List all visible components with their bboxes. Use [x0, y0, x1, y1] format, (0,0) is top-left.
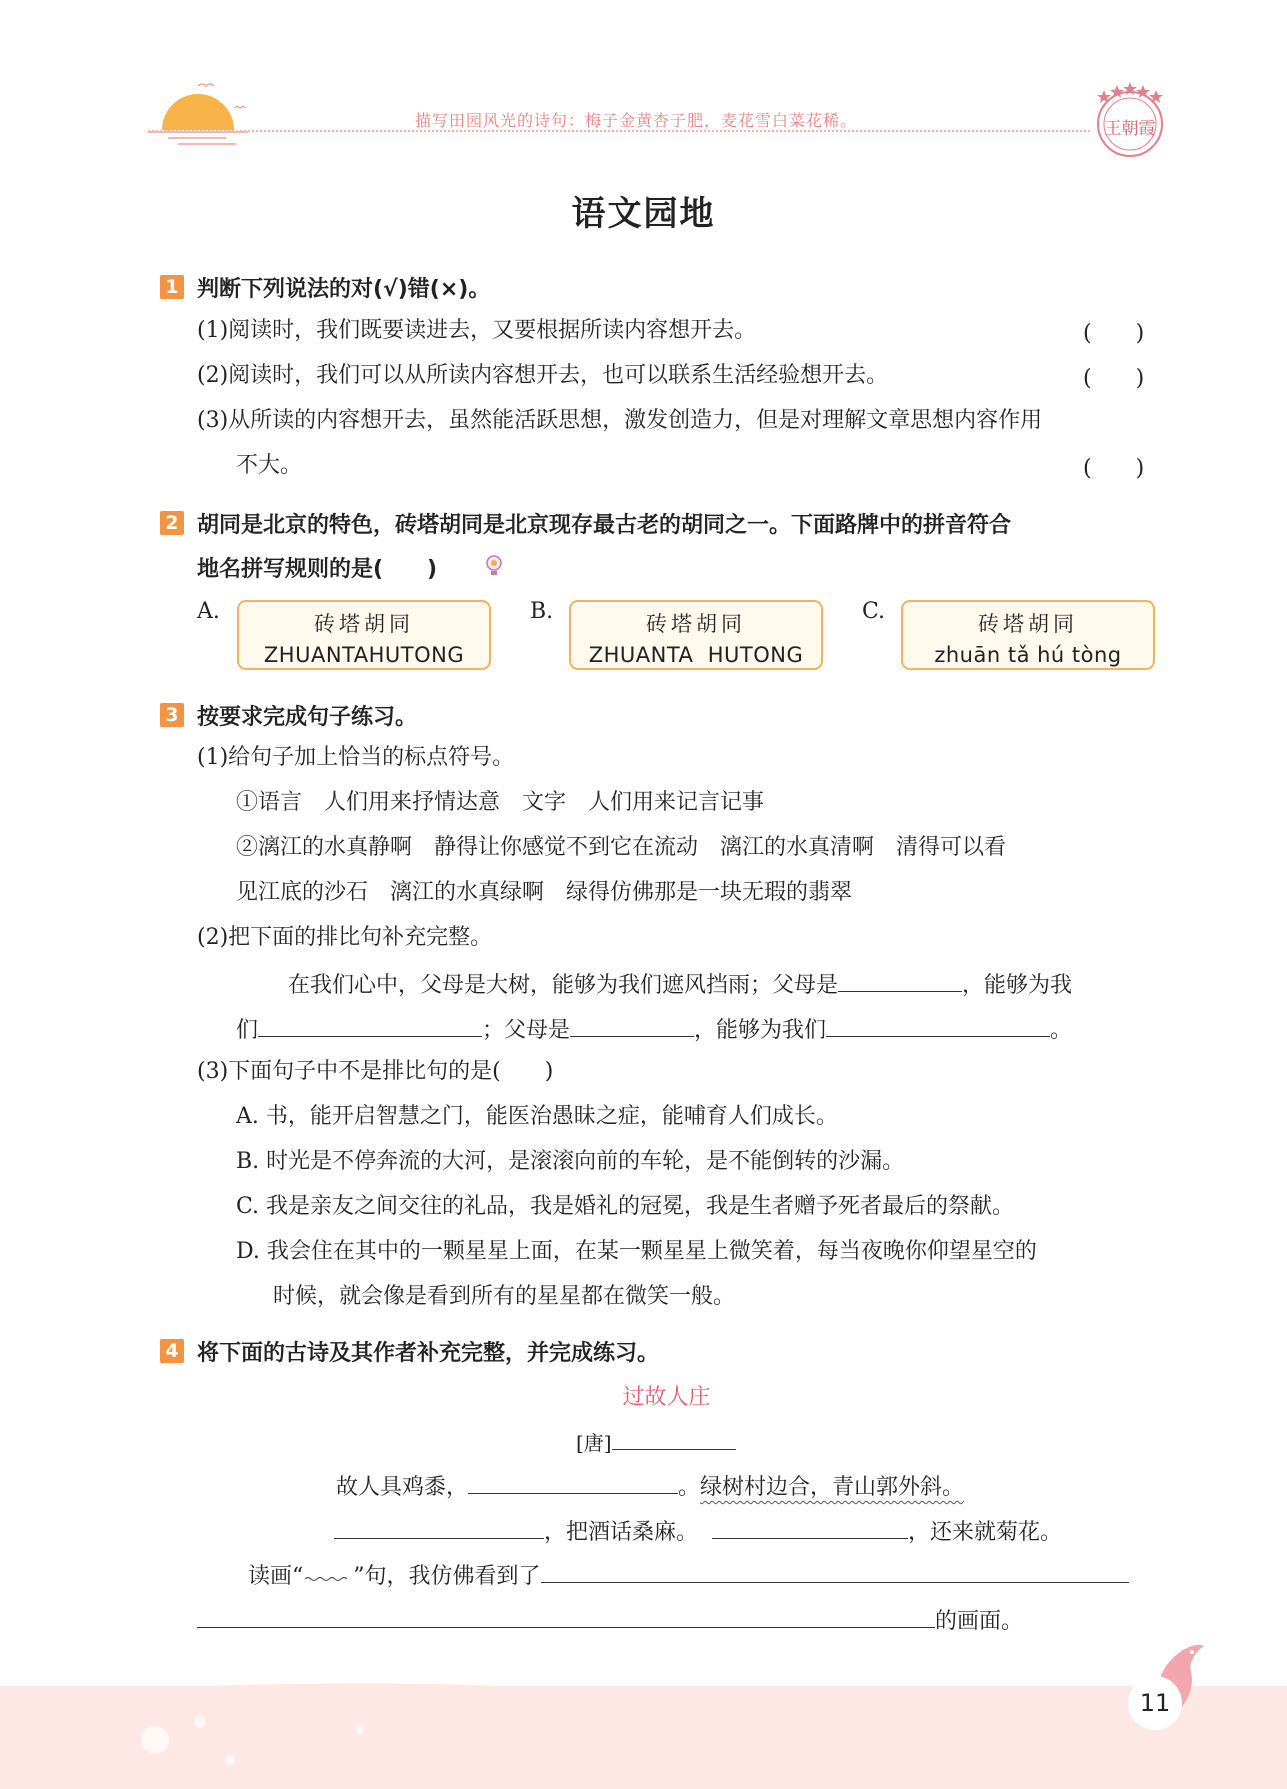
- q3-fill-text-2d: 。: [1050, 1018, 1073, 1043]
- q3-sentence-2a[interactable]: ②漓江的水真静啊 静得让你感觉不到它在流动 漓江的水真清啊 清得可以看: [236, 835, 1007, 860]
- q3-option-d-cont: 时候，就会像是看到所有的星星都在微笑一般。: [273, 1284, 736, 1309]
- q3-fill-text-2a: 们: [236, 1018, 259, 1043]
- q1-answer-3[interactable]: ( ): [1083, 456, 1145, 481]
- q1-item-3-cont: 不大。: [236, 453, 303, 478]
- q3-part-3[interactable]: (3)下面句子中不是排比句的是( ): [197, 1059, 554, 1084]
- q1-item-2: (2)阅读时，我们可以从所读内容想开去，也可以联系生活经验想开去。: [197, 363, 889, 388]
- q3-sentence-2b[interactable]: 见江底的沙石 漓江的水真绿啊 绿得仿佛那是一块无瑕的翡翠: [236, 880, 853, 905]
- q3-blank-1[interactable]: [838, 967, 962, 992]
- question-2-title-line2: 地名拼写规则的是( ): [197, 557, 438, 582]
- poem-blank-1[interactable]: [468, 1469, 678, 1494]
- poem-blank-2[interactable]: [334, 1514, 544, 1539]
- q3-option-b[interactable]: B. 时光是不停奔流的大河，是滚滚向前的车轮，是不能倒转的沙漏。: [236, 1149, 905, 1174]
- poem-line-1c: 绿树村边合，青山郭外斜。: [700, 1475, 965, 1500]
- page-number: 11: [1128, 1676, 1182, 1730]
- q3-fill-text-1b: ，能够为我: [962, 973, 1073, 998]
- sign-c-pinyin: zhuān tǎ hú tòng: [934, 643, 1122, 667]
- poem-line-1: [336, 1469, 964, 1503]
- bubbles-decoration-icon: [130, 1700, 430, 1780]
- poem-author-line: [576, 1425, 736, 1458]
- q2-option-c-sign[interactable]: [901, 600, 1155, 670]
- stamp-text: 王朝霞: [1104, 119, 1156, 139]
- read-prompt-line: [248, 1558, 1129, 1592]
- q2-option-a-letter: A.: [197, 599, 220, 624]
- question-number-3: 3: [160, 703, 184, 727]
- q3-fill-text-1a: 在我们心中，父母是大树，能够为我们遮风挡雨；父母是: [288, 973, 839, 998]
- read-line-2: [197, 1603, 1023, 1637]
- read-prompt-a: 读画“: [248, 1564, 304, 1589]
- q2-option-b-letter: B.: [530, 599, 554, 624]
- sign-c-chinese: 砖塔胡同: [978, 612, 1078, 636]
- read-end: 的画面。: [935, 1609, 1024, 1634]
- poem-line-1a: 故人具鸡黍，: [336, 1475, 469, 1500]
- q3-fill-line-2: [236, 1012, 1072, 1046]
- poem-line-2a: ，把酒话桑麻。: [544, 1520, 699, 1545]
- q2-option-b-sign[interactable]: [569, 600, 823, 670]
- question-4-title: 将下面的古诗及其作者补充完整，并完成练习。: [197, 1341, 660, 1366]
- question-number-1: 1: [160, 275, 184, 299]
- read-wavy-blank[interactable]: [303, 1559, 353, 1583]
- poem-dynasty: [唐]: [576, 1431, 612, 1455]
- author-stamp: [1090, 80, 1170, 160]
- read-prompt-b: ”句，我仿佛看到了: [353, 1564, 541, 1589]
- sign-b-pinyin: ZHUANTA HUTONG: [588, 643, 804, 667]
- hint-bulb-icon: [484, 554, 504, 578]
- read-blank-2[interactable]: [197, 1603, 935, 1628]
- q3-fill-line-1: [288, 967, 1072, 1001]
- question-number-4: 4: [160, 1339, 184, 1363]
- question-number-2: 2: [160, 511, 184, 535]
- q3-option-a[interactable]: A. 书，能开启智慧之门，能医治愚昧之症，能哺育人们成长。: [236, 1104, 838, 1129]
- read-blank-1[interactable]: [541, 1558, 1129, 1583]
- poem-line-2: [334, 1514, 1062, 1548]
- sunset-logo-icon: [148, 78, 258, 150]
- page-title: 语文园地: [571, 194, 716, 234]
- question-2-title-line1: 胡同是北京的特色，砖塔胡同是北京现存最古老的胡同之一。下面路牌中的拼音符合: [197, 513, 1012, 538]
- q3-option-c[interactable]: C. 我是亲友之间交往的礼品，我是婚礼的冠冕，我是生者赠予死者最后的祭献。: [236, 1194, 1015, 1219]
- poem-line-1b: 。: [678, 1475, 701, 1500]
- q1-item-3: (3)从所读的内容想开去，虽然能活跃思想，激发创造力，但是对理解文章思想内容作用: [197, 408, 1043, 433]
- q1-answer-2[interactable]: ( ): [1083, 366, 1145, 391]
- q2-option-c-letter: C.: [862, 599, 886, 624]
- q3-fill-text-2b: ；父母是: [482, 1018, 571, 1043]
- q3-part-2: (2)把下面的排比句补充完整。: [197, 925, 493, 950]
- q3-sentence-1[interactable]: ①语言 人们用来抒情达意 文字 人们用来记言记事: [236, 790, 765, 815]
- q3-blank-2[interactable]: [258, 1012, 482, 1037]
- sign-a-chinese: 砖塔胡同: [314, 612, 414, 636]
- q1-item-1: (1)阅读时，我们既要读进去，又要根据所读内容想开去。: [197, 318, 757, 343]
- poem-line-2b: ，还来就菊花。: [908, 1520, 1063, 1545]
- q3-blank-4[interactable]: [826, 1012, 1050, 1037]
- q2-option-a-sign[interactable]: [237, 600, 491, 670]
- question-3-title: 按要求完成句子练习。: [197, 705, 418, 730]
- q3-blank-3[interactable]: [570, 1012, 694, 1037]
- q3-option-d[interactable]: D. 我会住在其中的一颗星星上面，在某一颗星星上微笑着，每当夜晚你仰望星空的: [236, 1239, 1037, 1264]
- q3-fill-text-2c: ，能够为我们: [694, 1018, 827, 1043]
- sign-b-chinese: 砖塔胡同: [646, 612, 746, 636]
- sign-a-pinyin: ZHUANTAHUTONG: [263, 643, 465, 667]
- poem-author-blank[interactable]: [612, 1425, 736, 1450]
- q3-part-1: (1)给句子加上恰当的标点符号。: [197, 745, 515, 770]
- wavy-mark-icon: [303, 1559, 353, 1583]
- q1-answer-1[interactable]: ( ): [1083, 321, 1145, 346]
- question-1-title: 判断下列说法的对(√)错(×)。: [197, 277, 491, 302]
- poem-blank-3[interactable]: [712, 1514, 908, 1539]
- header-motto: 描写田园风光的诗句：梅子金黄杏子肥，麦花雪白菜花稀。: [415, 111, 858, 130]
- poem-title: 过故人庄: [622, 1385, 711, 1410]
